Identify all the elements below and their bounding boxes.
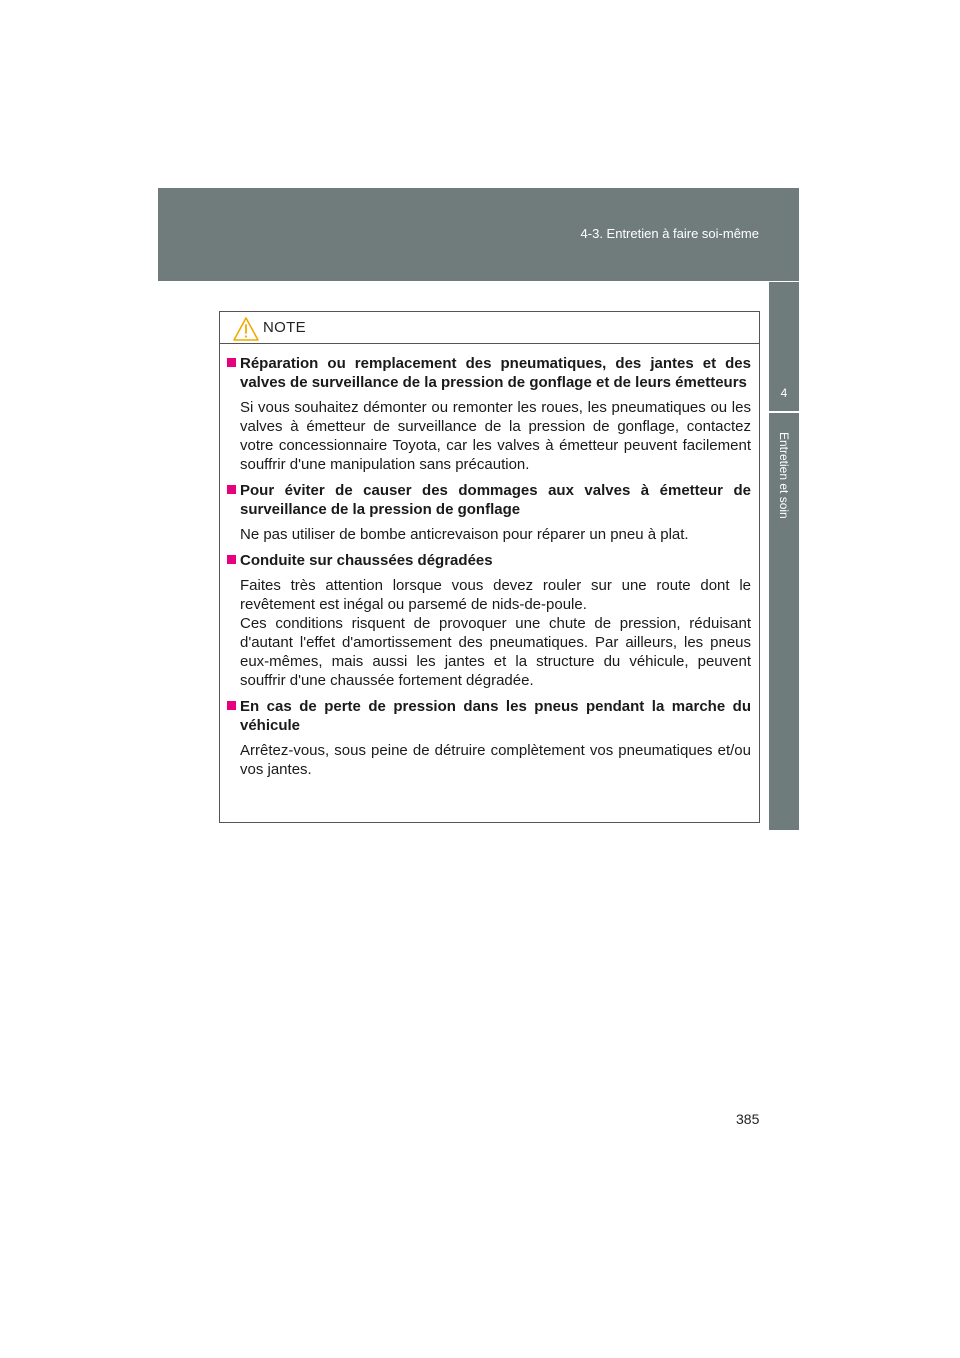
section-text: Ces conditions risquent de provoquer une chute de pression, réduisant d'autant l'effet d'amortissement des pneumatiques. Par ailleurs, les pneus eux-mêmes, mais aussi les jantes et la structure du véhicule, peuvent souffrir d'une chaussée fortement dégradée. xyxy=(240,615,751,689)
square-bullet-icon xyxy=(227,701,236,710)
section-heading: En cas de perte de pression dans les pneus pendant la marche du véhicule xyxy=(227,697,751,735)
chapter-label: Entretien et soin xyxy=(777,432,791,519)
section-text: Faites très attention lorsque vous devez rouler sur une route dont le revêtement est inégal ou parsemé de nids-de-poule. xyxy=(240,577,751,613)
section-heading: Conduite sur chaussées dégradées xyxy=(227,551,751,570)
section-title: 4-3. Entretien à faire soi-même xyxy=(580,226,759,241)
note-section xyxy=(227,697,751,779)
section-heading: Réparation ou remplacement des pneumatiques, des jantes et des valves de surveillance de la pression de gonflage et de leurs émetteurs xyxy=(227,354,751,392)
square-bullet-icon xyxy=(227,555,236,564)
note-section xyxy=(227,354,751,474)
note-title: NOTE xyxy=(263,319,306,336)
note-section xyxy=(227,551,751,690)
chapter-number: 4 xyxy=(780,386,788,400)
header-band xyxy=(158,188,799,281)
note-header xyxy=(220,312,759,344)
section-text: Ne pas utiliser de bombe anticrevaison pour réparer un pneu à plat. xyxy=(240,526,689,543)
note-body xyxy=(220,344,759,779)
page-number: 385 xyxy=(736,1111,760,1127)
chapter-tab-divider xyxy=(769,411,799,413)
section-heading: Pour éviter de causer des dommages aux valves à émetteur de surveillance de la pression de gonflage xyxy=(227,481,751,519)
warning-triangle-icon xyxy=(232,316,260,342)
note-section xyxy=(227,481,751,544)
square-bullet-icon xyxy=(227,358,236,367)
section-text: Arrêtez-vous, sous peine de détruire complètement vos pneumatiques et/ou vos jantes. xyxy=(240,742,751,778)
chapter-tab xyxy=(769,282,799,830)
note-box xyxy=(219,311,760,823)
square-bullet-icon xyxy=(227,485,236,494)
section-text: Si vous souhaitez démonter ou remonter les roues, les pneumatiques ou les valves à émetteur de surveillance de la pression de gonflage, contactez votre concessionnaire Toyota, car les valves à émetteur peuvent facilement souffrir d'une manipulation sans précaution. xyxy=(240,399,751,473)
